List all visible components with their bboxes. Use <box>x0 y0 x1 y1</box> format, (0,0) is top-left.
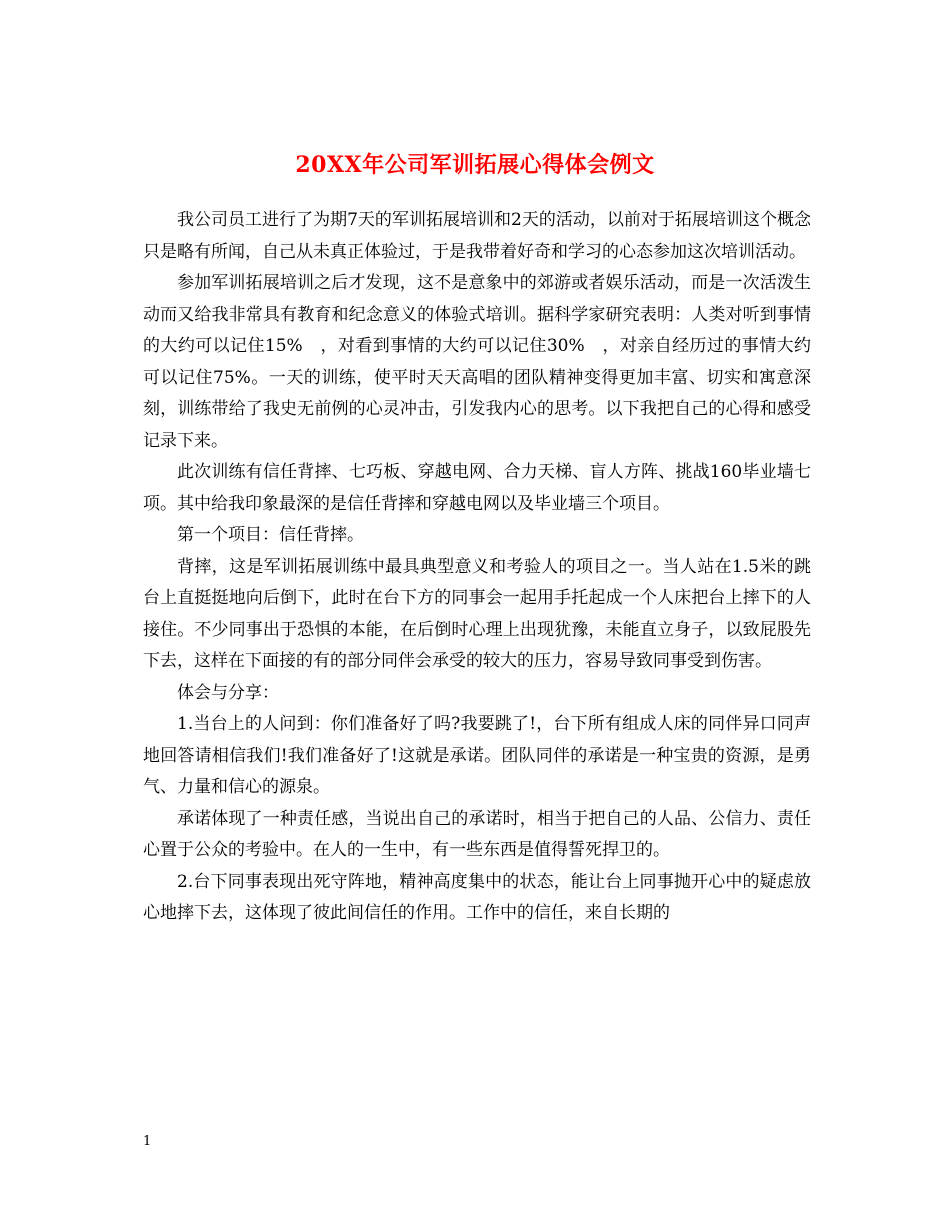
paragraph-5: 背摔，这是军训拓展训练中最具典型意义和考验人的项目之一。当人站在1.5米的跳台上直挺挺地向后倒下，此时在台下方的同事会一起用手托起成一个人床把台上摔下的人接住。不少同事出于恐惧的本能，在后倒时心理上出现犹豫，未能直立身子，以致屁股先下去，这样在下面接的有的部分同伴会承受的较大的压力，容易导致同事受到伤害。 <box>143 556 811 671</box>
paragraph-4: 第一个项目：信任背摔。 <box>177 525 364 545</box>
paragraph-6: 体会与分享： <box>177 682 279 703</box>
paragraph-1: 我公司员工进行了为期7天的军训拓展培训和2天的活动，以前对于拓展培训这个概念只是略有所闻，自己从未真正体验过，于是我带着好奇和学习的心态参加这次培训活动。 <box>143 210 811 262</box>
paragraph-3: 此次训练有信任背摔、七巧板、穿越电网、合力天梯、盲人方阵、挑战160毕业墙七项。其中给我印象最深的是信任背摔和穿越电网以及毕业墙三个项目。 <box>143 462 811 514</box>
document-body <box>143 205 811 930</box>
paragraph-8: 承诺体现了一种责任感，当说出自己的承诺时，相当于把自己的人品、公信力、责任心置于公众的考验中。在人的一生中，有一些东西是值得誓死捍卫的。 <box>143 808 811 860</box>
paragraph-7: 1.当台上的人问到：你们准备好了吗?我要跳了!，台下所有组成人床的同伴异口同声地回答请相信我们!我们准备好了!这就是承诺。团队同伴的承诺是一种宝贵的资源，是勇气、力量和信心的源泉。 <box>143 714 811 797</box>
paragraph-9: 2.台下同事表现出死守阵地，精神高度集中的状态，能让台上同事抛开心中的疑虑放心地摔下去，这体现了彼此间信任的作用。工作中的信任，来自长期的 <box>143 871 811 923</box>
page-title: 20XX年公司军训拓展心得体会例文 <box>295 151 655 178</box>
page-number: 1 <box>143 1134 152 1149</box>
paragraph-2: 参加军训拓展培训之后才发现，这不是意象中的郊游或者娱乐活动，而是一次活泼生动而又给我非常具有教育和纪念意义的体验式培训。据科学家研究表明：人类对听到事情的大约可以记住15% ，对看到事情的大约可以记住30% ，对亲自经历过的事情大约可以记住75%。一天的训练，使平时天天高唱的团队精神变得更加丰富、切实和寓意深刻，训练带给了我史无前例的心灵冲击，引发我内心的思考。以下我把自己的心得和感受记录下来。 <box>143 273 811 451</box>
